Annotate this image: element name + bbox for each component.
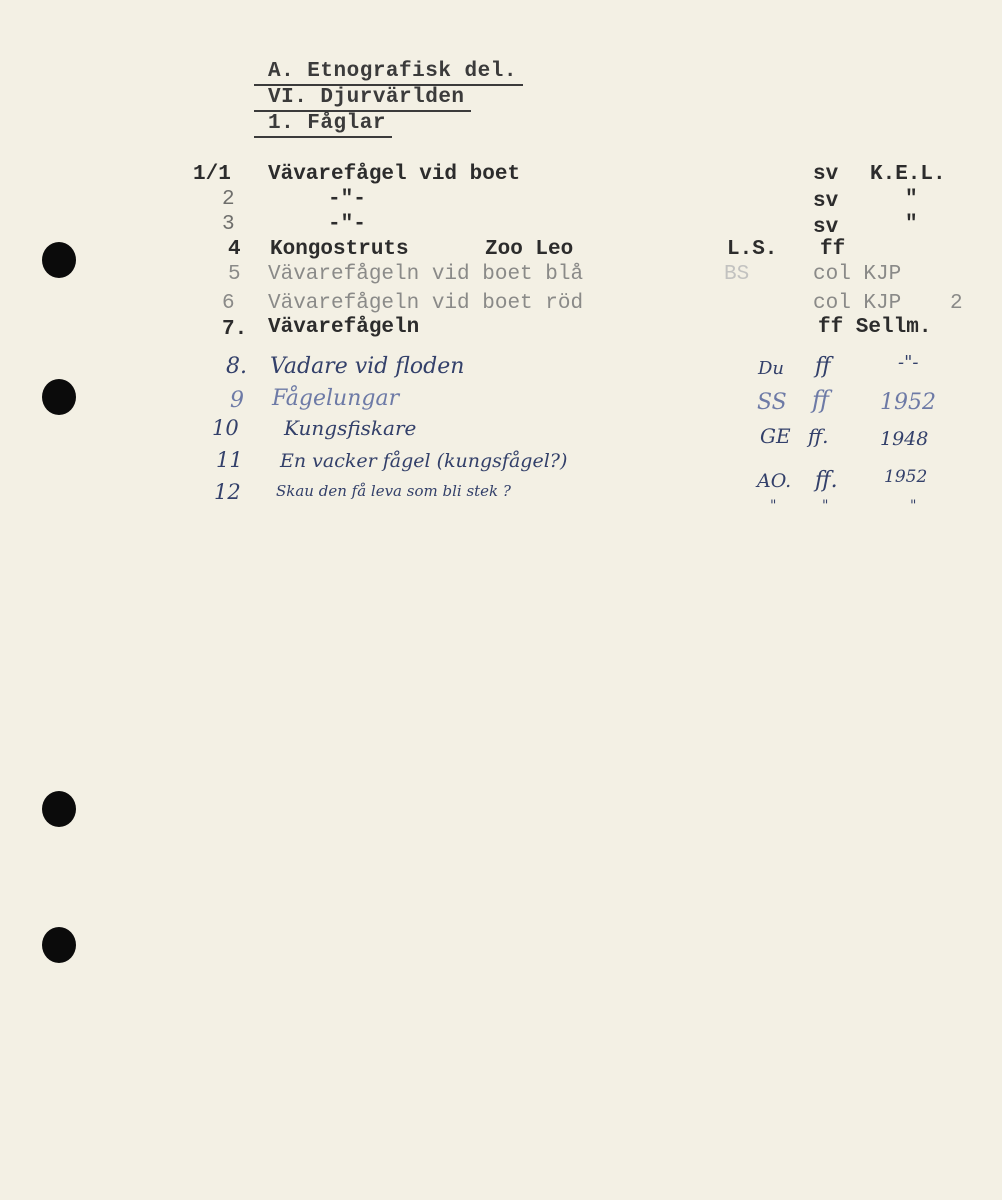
row-title: Vävarefågeln vid boet röd	[268, 292, 584, 315]
binder-hole	[42, 927, 76, 963]
hw-row-mark: ff.	[808, 424, 829, 448]
binder-hole	[42, 242, 76, 278]
hw-row-year: "	[910, 498, 917, 514]
hw-row-year: 1952	[880, 390, 936, 415]
row-code: sv	[813, 190, 839, 213]
row-source: K.E.L.	[870, 163, 946, 186]
hw-row-initials: GE	[760, 424, 791, 448]
row-number: 4	[228, 238, 241, 261]
hw-row-title: En vacker fågel (kungsfågel?)	[280, 450, 568, 472]
row-number: 2	[222, 188, 235, 211]
row-code: ff Sellm.	[818, 316, 932, 339]
hw-row-initials: Du	[758, 358, 785, 379]
binder-hole	[42, 791, 76, 827]
hw-row-number: 11	[216, 448, 243, 472]
hw-row-title: Kungsfiskare	[284, 416, 417, 440]
binder-hole	[42, 379, 76, 415]
row-number: 7.	[222, 318, 248, 341]
hw-row-number: 12	[214, 480, 241, 504]
heading-subsection: VI. Djurvärlden	[268, 86, 465, 109]
hw-row-mark: "	[822, 498, 829, 514]
hw-row-number: 10	[212, 416, 239, 440]
hw-row-title: Vadare vid floden	[270, 354, 465, 379]
hw-row-year: 1952	[884, 467, 928, 487]
hw-row-year: 1948	[880, 428, 929, 450]
row-extra: 2	[950, 292, 963, 315]
hw-row-mark: ff	[815, 354, 831, 379]
hw-row-number: 8.	[226, 354, 247, 379]
row-source: "	[905, 188, 918, 211]
row-code: col KJP	[813, 263, 902, 286]
row-place: Zoo Leo	[485, 238, 574, 261]
row-title: Kongostruts	[270, 238, 409, 261]
row-title: -"-	[328, 188, 366, 211]
hw-row-title: Skau den få leva som bli stek ?	[276, 482, 511, 500]
row-title: Vävarefågeln vid boet blå	[268, 263, 584, 286]
row-number: 5	[228, 263, 241, 286]
hw-row-initials: "	[770, 498, 777, 514]
row-number: 6	[222, 292, 235, 315]
row-initials: L.S.	[727, 238, 778, 261]
row-title: Vävarefågeln	[268, 316, 420, 339]
row-title: -"-	[328, 213, 366, 236]
hw-row-initials: AO.	[757, 470, 792, 492]
hw-row-title: Fågelungar	[272, 386, 400, 411]
row-code: sv	[813, 216, 839, 239]
row-number: 3	[222, 213, 235, 236]
row-number: 1/1	[193, 163, 231, 186]
row-source: "	[905, 213, 918, 236]
row-initials: BS	[724, 263, 750, 286]
hw-row-mark: ff.	[815, 468, 838, 493]
hw-row-initials: SS	[757, 390, 787, 415]
row-code: col KJP	[813, 292, 902, 315]
heading-category: 1. Fåglar	[268, 112, 386, 135]
hw-row-year: -"-	[898, 352, 919, 373]
hw-row-number: 9	[230, 388, 244, 413]
row-title: Vävarefågel vid boet	[268, 163, 521, 186]
row-code: ff	[820, 238, 846, 261]
heading-section: A. Etnografisk del.	[268, 60, 517, 83]
row-code: sv	[813, 163, 839, 186]
hw-row-mark: ff	[812, 386, 830, 414]
